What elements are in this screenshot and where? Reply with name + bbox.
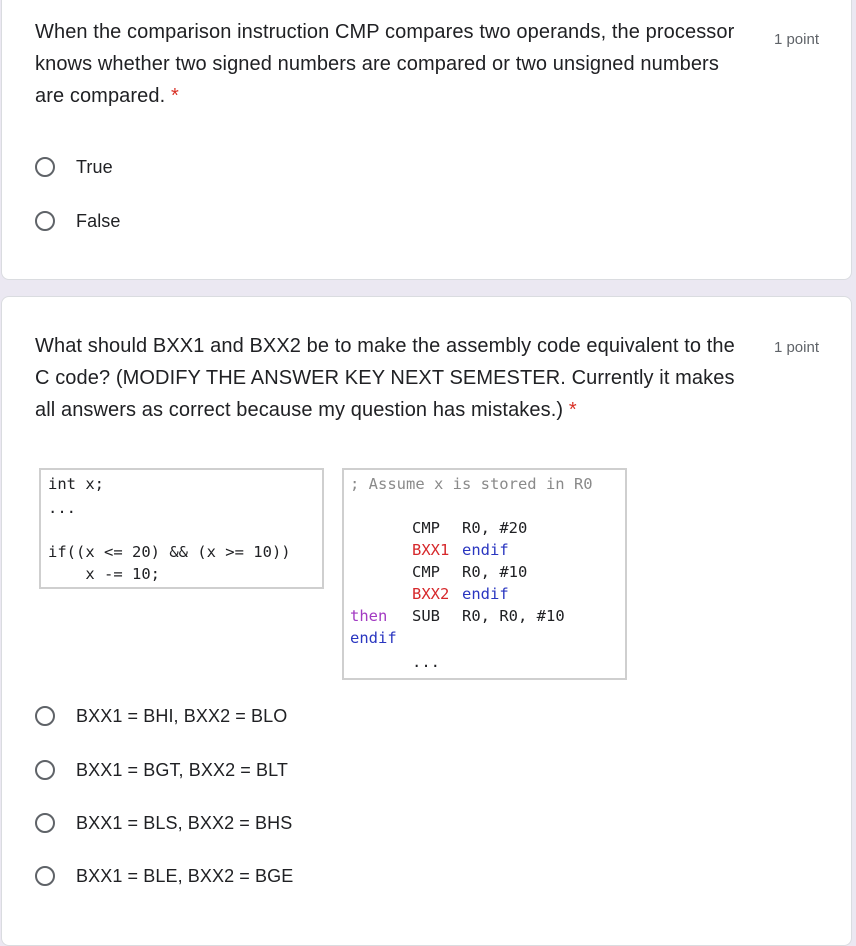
required-asterisk: * <box>170 85 179 107</box>
asm-operands: R0, #10 <box>462 563 528 581</box>
option-bgt-blt[interactable] <box>35 755 288 785</box>
asm-opcode: CMP <box>412 563 440 581</box>
asm-label-ref: endif <box>462 541 509 559</box>
option-bls-bhs[interactable] <box>35 808 292 838</box>
option-label: True <box>76 156 113 177</box>
radio-button[interactable] <box>35 157 55 177</box>
question-2-text <box>35 330 750 426</box>
question-1-text <box>35 16 750 112</box>
option-label: BXX1 = BHI, BXX2 = BLO <box>76 705 288 726</box>
asm-opcode-placeholder: BXX1 <box>412 541 450 559</box>
option-false[interactable] <box>35 206 121 236</box>
asm-label-ref: endif <box>462 585 509 603</box>
asm-ellipsis: ... <box>412 653 440 671</box>
asm-label: endif <box>350 629 397 647</box>
asm-opcode: SUB <box>412 607 440 625</box>
question-card-1 <box>1 0 852 280</box>
asm-label: then <box>350 607 388 625</box>
option-true[interactable] <box>35 152 113 182</box>
radio-button[interactable] <box>35 706 55 726</box>
question-1-label: When the comparison instruction CMP compares two operands, the processor knows whether two signed numbers are compared or two unsigned numbers are compared. <box>35 21 735 107</box>
required-asterisk: * <box>568 399 577 421</box>
question-1-points: 1 point <box>773 31 819 48</box>
option-label: BXX1 = BGT, BXX2 = BLT <box>76 759 288 780</box>
c-code-line: x -= 10; <box>48 565 160 583</box>
asm-operands: R0, #20 <box>462 519 528 537</box>
c-code-line: if((x <= 20) && (x >= 10)) <box>48 543 291 561</box>
asm-opcode-placeholder: BXX2 <box>412 585 450 603</box>
asm-operands: R0, R0, #10 <box>462 607 565 625</box>
radio-button[interactable] <box>35 866 55 886</box>
option-bhi-blo[interactable] <box>35 701 287 731</box>
option-label: BXX1 = BLE, BXX2 = BGE <box>76 865 294 886</box>
c-code-line: ... <box>48 499 76 517</box>
option-ble-bge[interactable] <box>35 861 293 891</box>
option-label: False <box>76 210 121 231</box>
question-2-points: 1 point <box>773 339 819 356</box>
radio-button[interactable] <box>35 813 55 833</box>
question-2-label: What should BXX1 and BXX2 be to make the assembly code equivalent to the C code? (MODIFY THE ANSWER KEY NEXT SEMESTER. Currently it makes all answers as correct because my question has mistakes.) <box>35 335 735 421</box>
c-code-image <box>39 468 324 589</box>
radio-button[interactable] <box>35 760 55 780</box>
asm-comment: ; Assume x is stored in R0 <box>350 475 593 493</box>
option-label: BXX1 = BLS, BXX2 = BHS <box>76 812 293 833</box>
c-code-line: int x; <box>48 475 104 493</box>
question-card-2 <box>1 296 852 946</box>
assembly-code-image <box>342 468 627 680</box>
asm-opcode: CMP <box>412 519 440 537</box>
radio-button[interactable] <box>35 211 55 231</box>
